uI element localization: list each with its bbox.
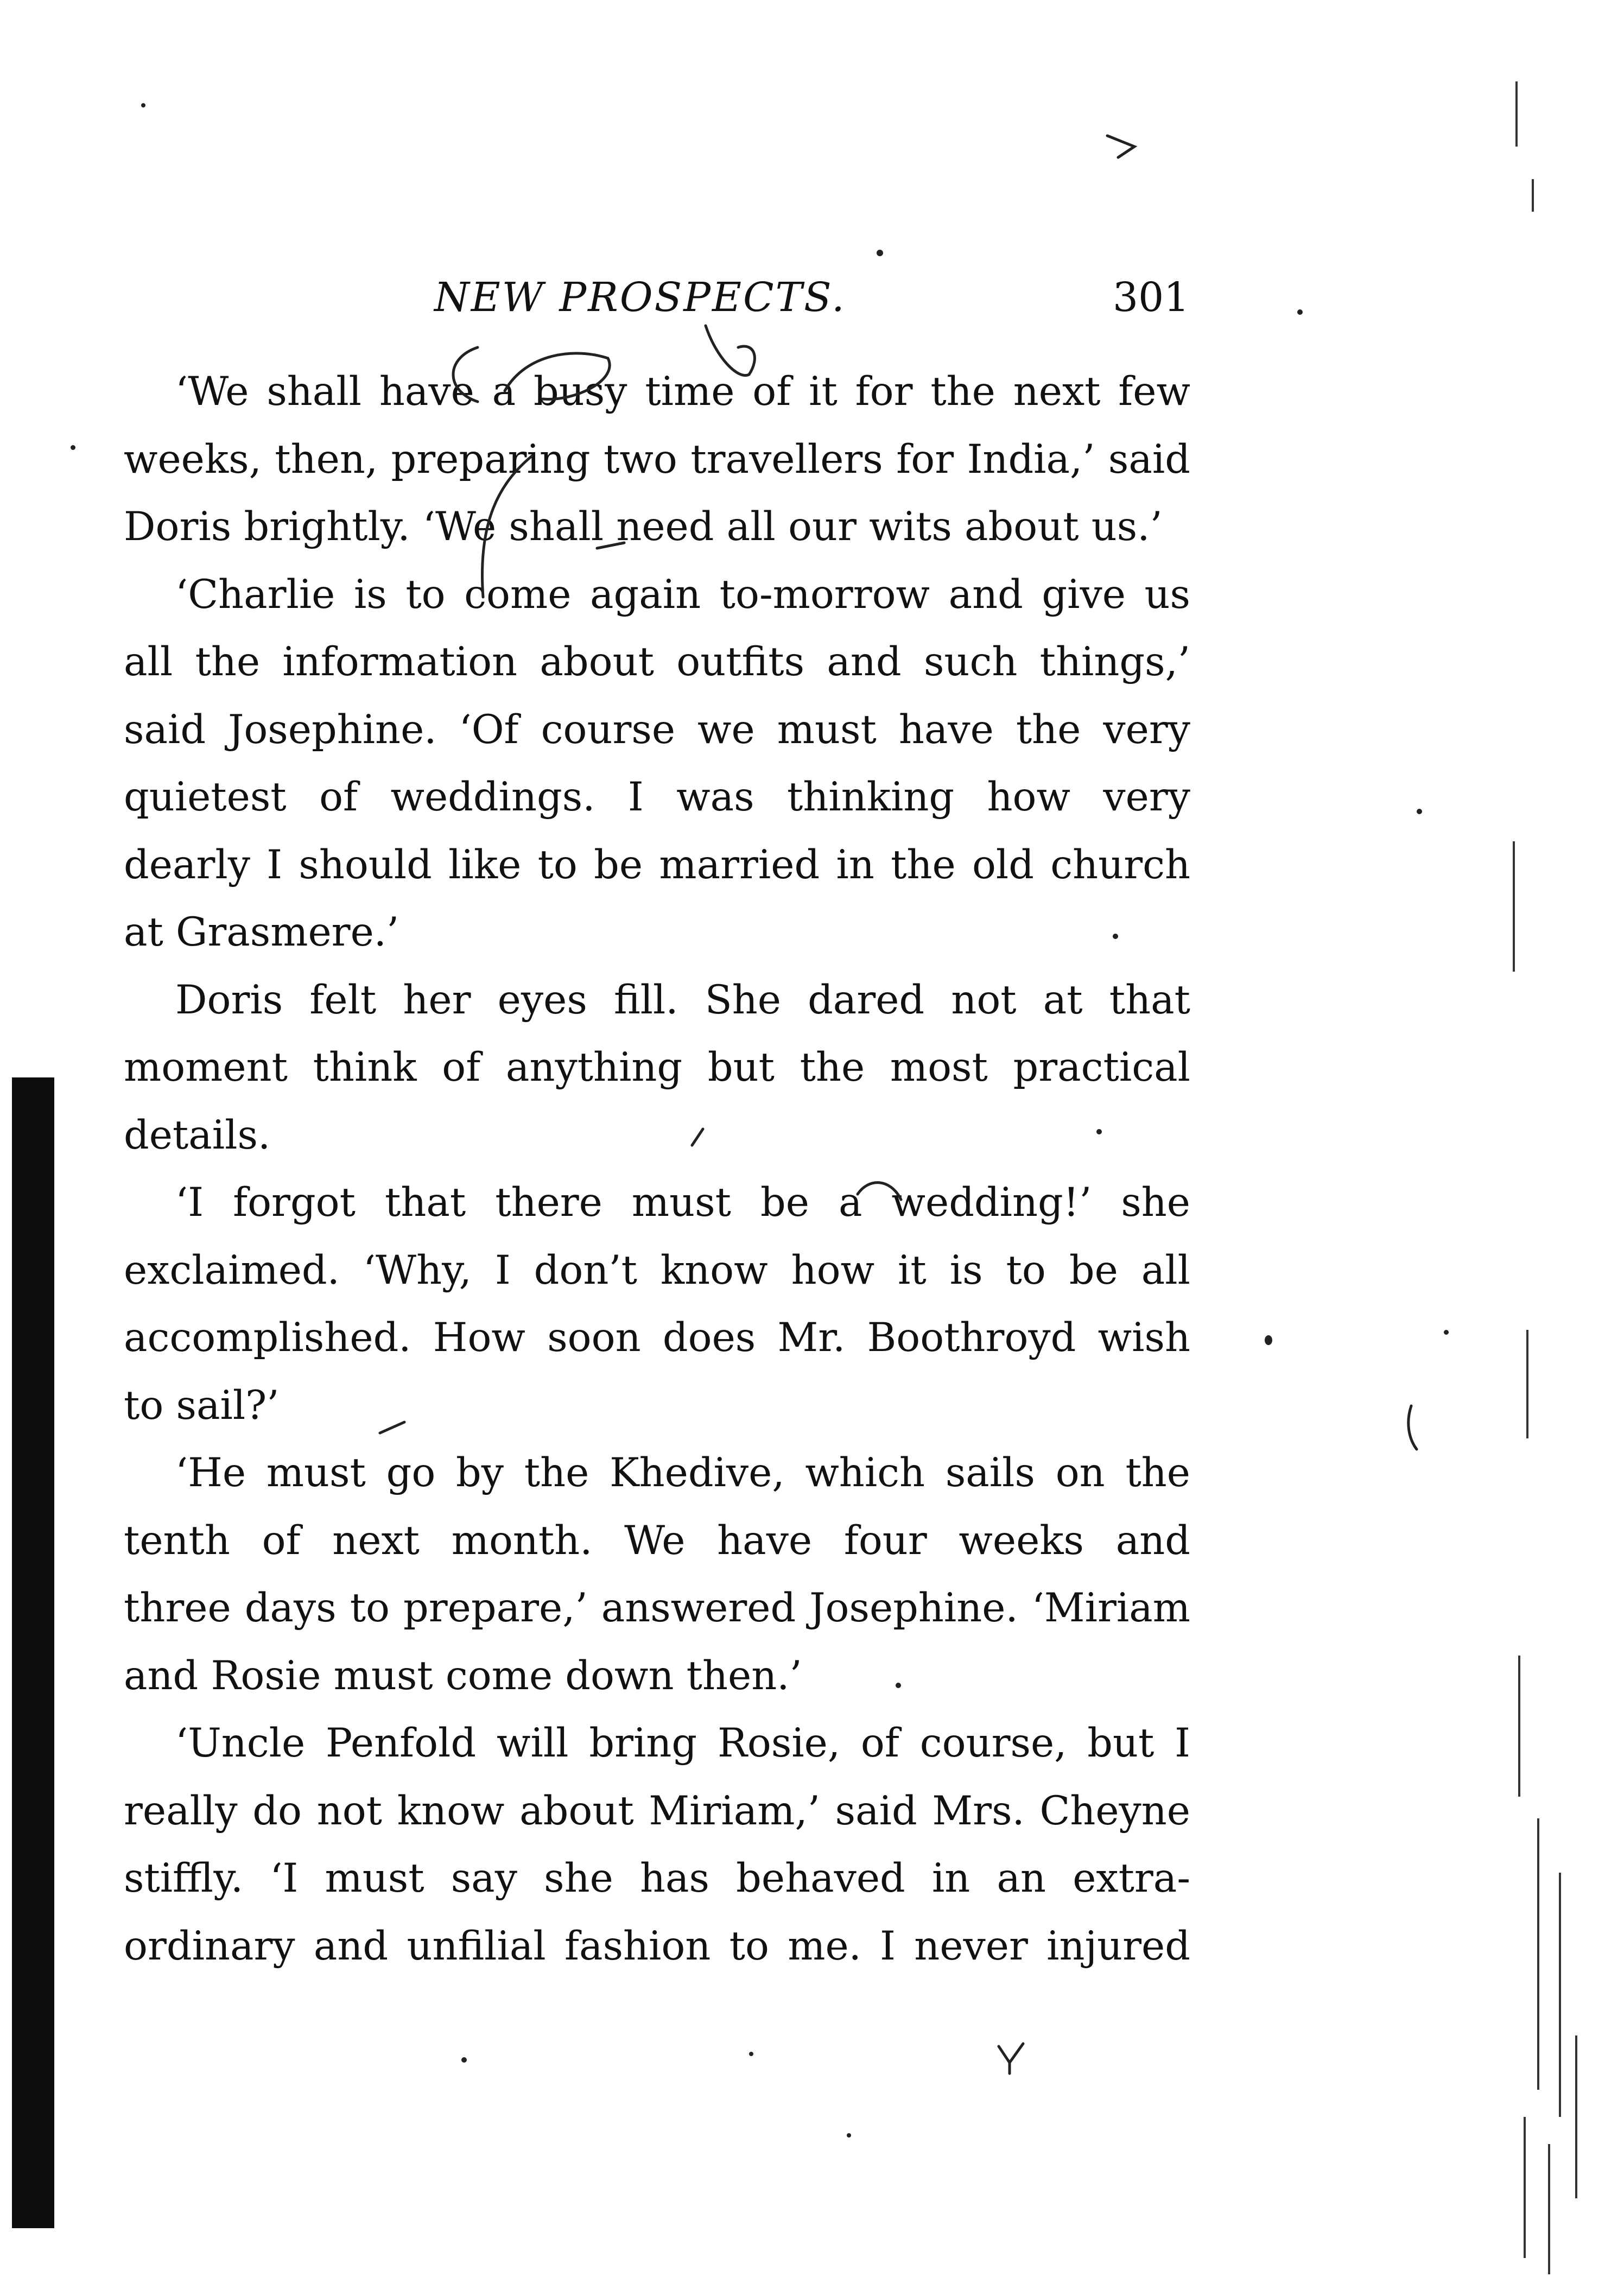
- pencil-tick-top: [1107, 136, 1134, 157]
- speck: [141, 103, 145, 107]
- text-line: said Josephine. ‘Of course we must have the very: [124, 706, 1190, 753]
- text-line: really do not know about Miriam,’ said Mrs. Cheyne: [124, 1787, 1190, 1834]
- running-title: NEW PROSPECTS.: [434, 274, 846, 321]
- speck: [847, 2133, 851, 2138]
- speck: [749, 2052, 753, 2056]
- text-line: at Grasmere.’: [124, 909, 399, 955]
- page-number: 301: [1113, 274, 1190, 321]
- text-line: accomplished. How soon does Mr. Boothroyd wish: [124, 1315, 1190, 1361]
- text-line: three days to prepare,’ answered Josephine. ‘Miriam: [124, 1585, 1190, 1631]
- text-line: ‘I forgot that there must be a wedding!’ she: [175, 1179, 1190, 1226]
- pencil-tick-bottom: [999, 2044, 1023, 2073]
- text-line: ‘He must go by the Khedive, which sails on the: [175, 1450, 1190, 1496]
- speck: [71, 445, 75, 450]
- speck: [1444, 1330, 1449, 1335]
- text-line: ‘Charlie is to come again to-morrow and give us: [175, 571, 1190, 618]
- speck: [1265, 1335, 1272, 1345]
- text-line: weeks, then, preparing two travellers for India,’ said: [124, 436, 1190, 483]
- body-text: [124, 358, 1190, 1980]
- text-line: ‘Uncle Penfold will bring Rosie, of course, but I: [175, 1720, 1190, 1766]
- scan-shadow-bar: [12, 1077, 54, 2228]
- text-line: quietest of weddings. I was thinking how very: [124, 774, 1190, 820]
- text-line: stiffly. ‘I must say she has behaved in an extra-: [124, 1855, 1190, 1901]
- scan-edge-fringe: [1494, 81, 1624, 2253]
- speck: [1417, 809, 1422, 814]
- text-line: and Rosie must come down then.’: [124, 1652, 802, 1699]
- text-line: exclaimed. ‘Why, I don’t know how it is to be all: [124, 1247, 1190, 1293]
- speck: [877, 250, 883, 256]
- text-line: details.: [124, 1112, 271, 1158]
- text-line: to sail?’: [124, 1382, 280, 1429]
- text-line: dearly I should like to be married in the old church: [124, 841, 1190, 888]
- text-line: ordinary and unfilial fashion to me. I never injured: [124, 1923, 1190, 1969]
- text-line: all the information about outfits and such things,’: [124, 639, 1190, 685]
- text-line: Doris brightly. ‘We shall need all our wits about us.’: [124, 504, 1163, 550]
- pencil-margin-mark: [1409, 1406, 1417, 1449]
- text-line: tenth of next month. We have four weeks and: [124, 1517, 1190, 1564]
- running-head: [0, 274, 1624, 334]
- text-line: moment think of anything but the most practical: [124, 1044, 1190, 1090]
- speck: [461, 2057, 467, 2063]
- text-line: Doris felt her eyes fill. She dared not at that: [175, 976, 1190, 1023]
- text-line: ‘We shall have a busy time of it for the next few: [175, 369, 1190, 415]
